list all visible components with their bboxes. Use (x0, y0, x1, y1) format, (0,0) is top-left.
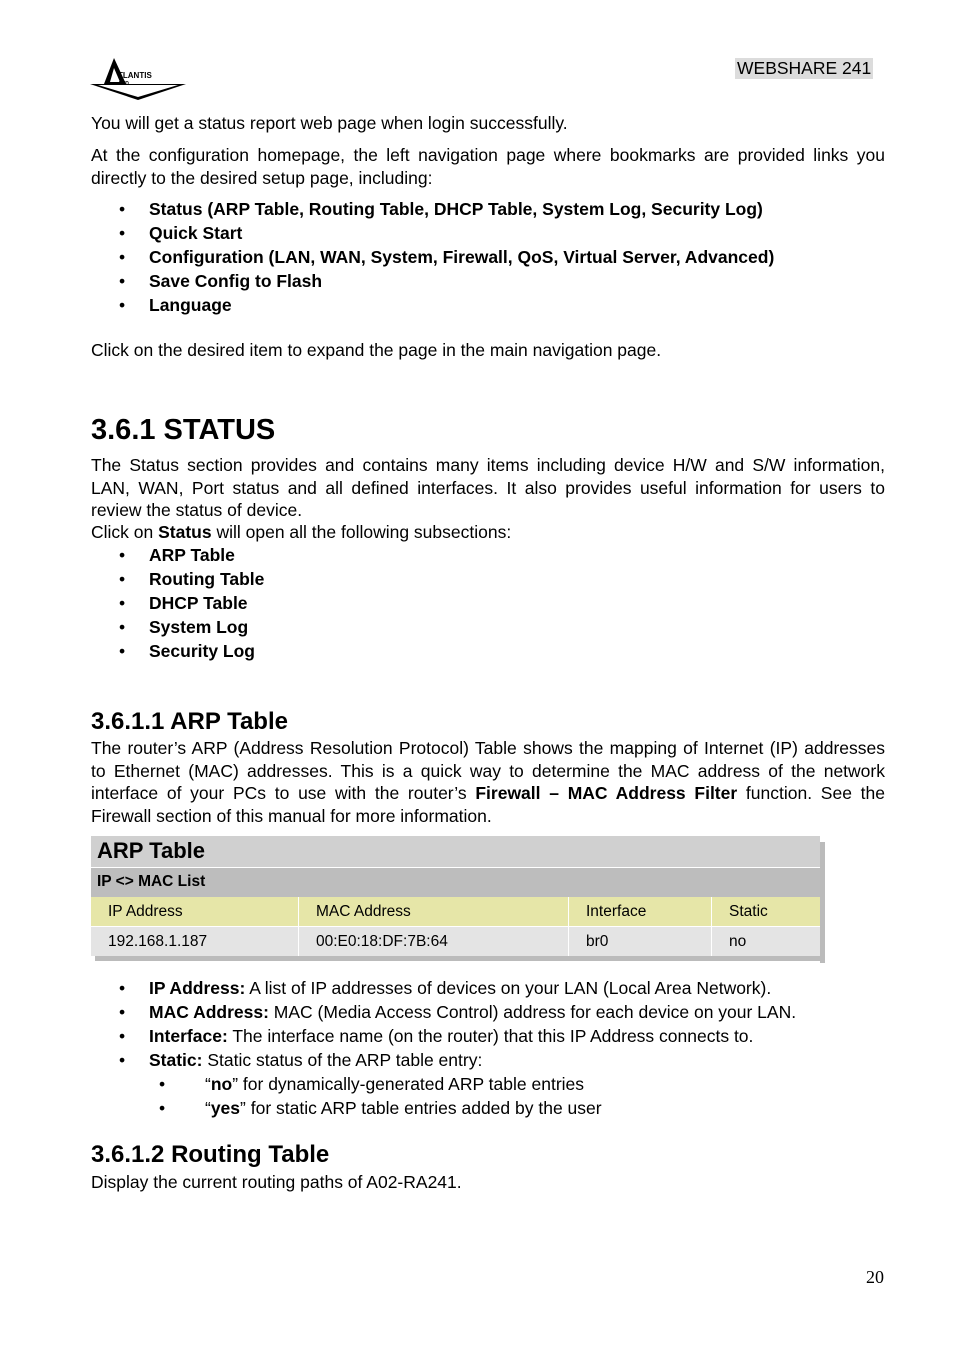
list-item: • IP Address: A list of IP addresses of devices on your LAN (Local Area Network). (91, 976, 796, 1000)
list-item: • “no” for dynamically-generated ARP table entries (91, 1072, 602, 1096)
list-item: • Routing Table (91, 567, 264, 591)
arp-field-definitions (91, 976, 796, 1072)
list-item: • Quick Start (91, 221, 774, 245)
status-click-instruction: Click on Status will open all the following subsections: (91, 522, 512, 542)
routing-table-heading: 3.6.1.2 Routing Table (91, 1141, 330, 1168)
list-item: • System Log (91, 615, 264, 639)
svg-text:TLANTIS: TLANTIS (118, 71, 152, 80)
cell-mac: 00:E0:18:DF:7B:64 (299, 927, 569, 956)
list-item: • Interface: The interface name (on the router) that this IP Address connects to. (91, 1024, 796, 1048)
column-header-mac: MAC Address (299, 897, 569, 926)
product-tag: WEBSHARE 241 (737, 58, 872, 78)
svg-text:AND: AND (118, 81, 129, 87)
table-shadow (820, 842, 825, 963)
page-number: 20 (866, 1267, 884, 1287)
intro-paragraph-3: Click on the desired item to expand the page in the main navigation page. (91, 340, 662, 360)
status-heading: 3.6.1 STATUS (91, 414, 276, 446)
column-header-static: Static (729, 903, 768, 920)
static-values-list (91, 1072, 602, 1120)
list-item: • ARP Table (91, 543, 264, 567)
list-item: • Save Config to Flash (91, 269, 774, 293)
list-item: • MAC Address: MAC (Media Access Control) address for each device on your LAN. (91, 1000, 796, 1024)
intro-paragraph-2: At the configuration homepage, the left navigation page where bookmarks are provided links you directly to the desired setup page, including: (91, 145, 885, 188)
cell-ip: 192.168.1.187 (91, 927, 299, 956)
status-subsections-list (91, 543, 264, 663)
arp-table-subtitle-bar (91, 867, 820, 897)
arp-table-subtitle: IP <> MAC List (97, 873, 206, 890)
list-item: • “yes” for static ARP table entries added by the user (91, 1096, 602, 1120)
list-item: • Configuration (LAN, WAN, System, Firewall, QoS, Virtual Server, Advanced) (91, 245, 774, 269)
arp-table-screenshot (91, 836, 820, 958)
nav-items-list (91, 197, 774, 317)
routing-description: Display the current routing paths of A02-RA241. (91, 1172, 462, 1192)
column-header-interface: Interface (569, 897, 712, 926)
table-row (91, 927, 820, 956)
list-item: • Language (91, 293, 774, 317)
intro-paragraph-1: You will get a status report web page when login successfully. (91, 113, 568, 133)
list-item: • Security Log (91, 639, 264, 663)
list-item: • DHCP Table (91, 591, 264, 615)
list-item: • Static: Static status of the ARP table entry: (91, 1048, 796, 1072)
list-item: • Status (ARP Table, Routing Table, DHCP Table, System Log, Security Log) (91, 197, 774, 221)
status-description: The Status section provides and contains many items including device H/W and S/W information, LAN, WAN, Port status and all defined interfaces. It also provides useful information for users to review the status of device. (91, 455, 885, 520)
arp-table-title-bar (91, 836, 820, 867)
arp-table-title: ARP Table (97, 838, 205, 863)
column-header-ip: IP Address (91, 897, 299, 926)
cell-interface: br0 (569, 927, 712, 956)
atlantis-land-logo (88, 54, 188, 102)
cell-static: no (729, 933, 747, 950)
table-shadow (95, 956, 825, 961)
table-header-row (91, 897, 820, 926)
arp-description: The router’s ARP (Address Resolution Protocol) Table shows the mapping of Internet (IP) addresses to Ethernet (MAC) addresses. This is a quick way to determine the MAC address of the network interface of your PCs to use with the router’s Firewall – MAC Address Filter function. See the Firewall section of this manual for more information. (91, 738, 885, 826)
arp-table-heading: 3.6.1.1 ARP Table (91, 708, 288, 735)
